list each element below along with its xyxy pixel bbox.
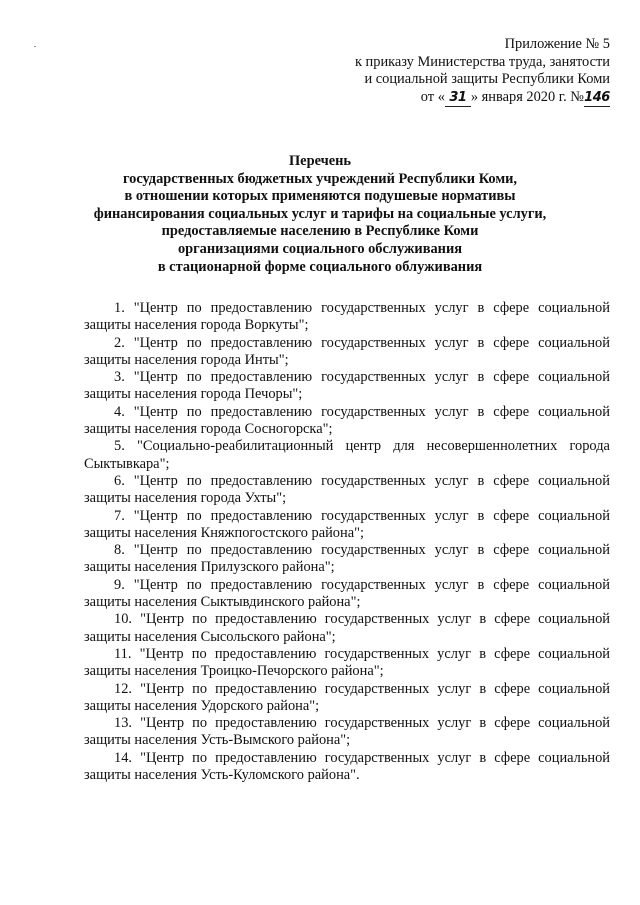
list-item-word: предоставлению [210, 576, 313, 593]
list-item [84, 577, 610, 612]
list-item-number: 14. [114, 749, 132, 766]
list-item-continuation: защиты населения Сысольского района"; [84, 628, 336, 645]
list-item-word: государственных [321, 369, 426, 386]
list-item-continuation: защиты населения Удорского района"; [84, 697, 320, 714]
list-item-word: "Центр [133, 334, 178, 351]
list-item-continuation: защиты населения Усть-Куломского района". [84, 767, 360, 784]
list-item-first-line [84, 681, 610, 698]
list-item-first-line [84, 438, 610, 455]
list-item-word: в [477, 334, 485, 351]
list-item-word: предоставлению [215, 680, 317, 697]
list-item-first-line [84, 300, 610, 317]
list-item-word: по [192, 715, 208, 732]
list-item-word: предоставлению [214, 645, 317, 662]
list-item-word: предоставлению [215, 611, 317, 628]
list-item-word: государственных [324, 611, 430, 628]
list-item-word: центр [345, 438, 382, 455]
list-item-word: "Центр [133, 369, 178, 386]
list-item-number: 7. [114, 507, 125, 524]
list-item-word: "Центр [133, 576, 178, 593]
list-item-word: в [477, 369, 485, 386]
list-item-continuation: защиты населения города Печоры"; [84, 386, 303, 403]
list-item-first-line [84, 750, 610, 767]
list-item-word: сфере [494, 680, 531, 697]
list-item-first-line [84, 715, 610, 732]
list-item-number: 12. [114, 680, 132, 697]
list-item-word: в [479, 611, 487, 628]
list-item-word: услуг [437, 715, 472, 732]
list-item-word: "Центр [133, 507, 178, 524]
list-item-continuation: защиты населения города Ухты"; [84, 490, 287, 507]
list-item-continuation: Сыктывкара"; [84, 455, 170, 472]
list-item-continuation: защиты населения Троицко-Печорского района"; [84, 663, 384, 680]
list-item [84, 438, 610, 473]
list-item-word: "Центр [133, 472, 178, 489]
list-item-word: социальной [538, 680, 610, 697]
list-item-word: государственных [324, 680, 430, 697]
list-item-word: сфере [493, 300, 530, 316]
list-item-word: по [191, 645, 207, 662]
appendix-header [355, 36, 610, 107]
list-item-word: сфере [494, 715, 531, 732]
list-item-word: "Центр [140, 715, 185, 732]
list-item-word: услуг [437, 645, 472, 662]
list-item-word: услуг [437, 680, 472, 697]
list-item-word: в [477, 403, 485, 420]
appendix-date-line [355, 89, 610, 108]
document-title [0, 153, 640, 276]
list-item-word: предоставлению [215, 749, 317, 766]
list-item-word: услуг [434, 472, 469, 489]
list-item-word: для [393, 438, 415, 455]
list-item-first-line [84, 335, 610, 352]
appendix-order-ref: к приказу Министерства труда, занятости [354, 53, 610, 70]
appendix-ministry: и социальной защиты Республики Коми [364, 71, 610, 88]
list-item-word: государственных [321, 334, 426, 351]
list-item [84, 715, 610, 750]
list-item-word: "Центр [140, 680, 185, 697]
list-item [84, 404, 610, 439]
list-item-word: в [479, 749, 487, 766]
list-item-word: предоставлению [210, 542, 313, 559]
appendix-number: Приложение № 5 [504, 36, 610, 52]
list-item-first-line [84, 404, 610, 421]
list-item-word: государственных [321, 576, 426, 593]
list-item-word: социальной [538, 472, 610, 489]
list-item-number: 1. [114, 300, 125, 316]
list-item-continuation: защиты населения города Воркуты"; [84, 317, 309, 334]
list-item-word: по [186, 542, 202, 559]
list-item-word: по [186, 334, 202, 351]
list-item-word: предоставлению [210, 507, 313, 524]
list-item [84, 681, 610, 716]
title-line: организациями социального обслуживания [177, 240, 463, 257]
list-item-continuation: защиты населения Усть-Вымского района"; [84, 732, 351, 749]
order-number-handwritten: 146 [584, 89, 610, 108]
list-item-word: социальной [538, 645, 610, 662]
list-item-word: по [192, 749, 208, 766]
list-item-word: услуг [434, 403, 469, 420]
list-item-continuation: защиты населения города Инты"; [84, 351, 289, 368]
title-line: предоставляемые населению в Республике Коми [161, 223, 479, 240]
list-item-word: сфере [494, 749, 531, 766]
list-item-continuation: защиты населения Прилузского района"; [84, 559, 335, 576]
list-item-word: в [477, 576, 485, 593]
list-item-word: "Центр [139, 645, 184, 662]
list-item-first-line [84, 646, 610, 663]
list-item-word: социальной [538, 403, 610, 420]
institution-list [84, 300, 610, 784]
list-item-word: услуг [434, 334, 469, 351]
list-item-word: в [477, 507, 485, 524]
list-item-word: "Социально-реабилитационный [137, 438, 334, 455]
list-item-word: услуг [437, 749, 472, 766]
list-item-number: 6. [114, 472, 125, 489]
list-item-word: по [186, 300, 202, 316]
list-item-word: услуг [434, 369, 469, 386]
list-item-word: сфере [493, 369, 530, 386]
list-item-number: 13. [114, 715, 132, 732]
list-item-number: 5. [114, 438, 125, 455]
list-item-first-line [84, 508, 610, 525]
list-item-word: социальной [538, 576, 610, 593]
list-item [84, 508, 610, 543]
list-item-word: по [192, 611, 208, 628]
list-item-word: услуг [434, 576, 469, 593]
list-item-word: государственных [324, 715, 430, 732]
scan-speck [34, 46, 36, 47]
date-middle: » января 2020 г. № [470, 88, 584, 105]
list-item-word: по [192, 680, 208, 697]
list-item-first-line [84, 611, 610, 628]
list-item-word: сфере [493, 576, 530, 593]
list-item [84, 473, 610, 508]
date-day-handwritten: 31 [445, 89, 471, 108]
list-item-word: "Центр [140, 749, 185, 766]
list-item-word: государственных [321, 472, 426, 489]
list-item-word: по [186, 576, 202, 593]
list-item-word: социальной [538, 334, 610, 351]
list-item-word: в [477, 542, 485, 559]
list-item-first-line [84, 473, 610, 490]
list-item-continuation: защиты населения Княжпогостского района"; [84, 524, 364, 541]
list-item [84, 611, 610, 646]
list-item-word: социальной [538, 369, 610, 386]
list-item-word: социальной [538, 507, 610, 524]
list-item-number: 4. [114, 403, 125, 420]
list-item-word: сфере [493, 507, 530, 524]
list-item-word: предоставлению [210, 472, 313, 489]
list-item-word: социальной [538, 749, 610, 766]
list-item-word: по [186, 403, 202, 420]
list-item-word: по [186, 369, 202, 386]
list-item [84, 300, 610, 335]
list-item-number: 2. [114, 334, 125, 351]
list-item-word: государственных [321, 300, 426, 316]
list-item-number: 8. [114, 542, 125, 559]
list-item-word: по [186, 472, 202, 489]
list-item-word: в [479, 645, 486, 662]
title-line: финансирования социальных услуг и тарифы на социальные услуги, [93, 205, 547, 222]
list-item [84, 750, 610, 785]
list-item-word: сфере [493, 542, 530, 559]
list-item-word: несовершеннолетних [426, 438, 558, 455]
date-prefix: от « [420, 88, 445, 105]
list-item-number: 11. [114, 645, 132, 662]
title-line: в отношении которых применяются подушевые нормативы [124, 188, 516, 205]
list-item-word: сфере [494, 611, 531, 628]
list-item-word: социальной [538, 542, 610, 559]
list-item [84, 369, 610, 404]
list-item-word: социальной [538, 611, 610, 628]
list-item-word: услуг [437, 611, 472, 628]
list-item-word: города [569, 438, 610, 455]
list-item-word: государственных [321, 542, 426, 559]
list-item-word: "Центр [140, 611, 185, 628]
list-item-continuation: защиты населения Сыктывдинского района"; [84, 594, 361, 611]
list-item-word: социальной [538, 300, 610, 316]
list-item-word: предоставлению [215, 715, 317, 732]
list-item-word: в [479, 680, 487, 697]
list-item-word: сфере [493, 472, 530, 489]
list-item-first-line [84, 542, 610, 559]
list-item-word: услуг [434, 507, 469, 524]
list-item-word: по [186, 507, 202, 524]
list-item-word: "Центр [133, 300, 178, 316]
list-item-word: "Центр [133, 403, 178, 420]
list-item-number: 10. [114, 611, 132, 628]
list-item-word: социальной [538, 715, 610, 732]
list-item-word: услуг [434, 542, 469, 559]
list-item-number: 3. [114, 369, 125, 386]
list-item [84, 335, 610, 370]
list-item-word: предоставлению [210, 403, 313, 420]
list-item-word: сфере [494, 645, 530, 662]
list-item-word: предоставлению [210, 300, 313, 316]
list-item-word: услуг [434, 300, 469, 316]
list-item-number: 9. [114, 576, 125, 593]
title-line: государственных бюджетных учреждений Республики Коми, [122, 170, 518, 187]
list-item [84, 646, 610, 681]
list-item-word: в [477, 472, 485, 489]
list-item-word: в [479, 715, 487, 732]
list-item-word: предоставлению [210, 369, 313, 386]
list-item-word: государственных [324, 749, 430, 766]
list-item-word: предоставлению [210, 334, 313, 351]
list-item-word: сфере [493, 403, 530, 420]
list-item-word: государственных [321, 507, 426, 524]
title-line: в стационарной форме социального облуживания [157, 258, 483, 275]
list-item-word: государственных [321, 403, 426, 420]
list-item-word: в [477, 300, 485, 316]
list-item-word: "Центр [133, 542, 178, 559]
list-item-first-line [84, 369, 610, 386]
list-item-continuation: защиты населения города Сосногорска"; [84, 421, 333, 438]
list-item [84, 542, 610, 577]
list-item-word: государственных [324, 645, 430, 662]
list-item-first-line [84, 577, 610, 594]
list-item-word: сфере [493, 334, 530, 351]
title-heading: Перечень [288, 153, 352, 169]
